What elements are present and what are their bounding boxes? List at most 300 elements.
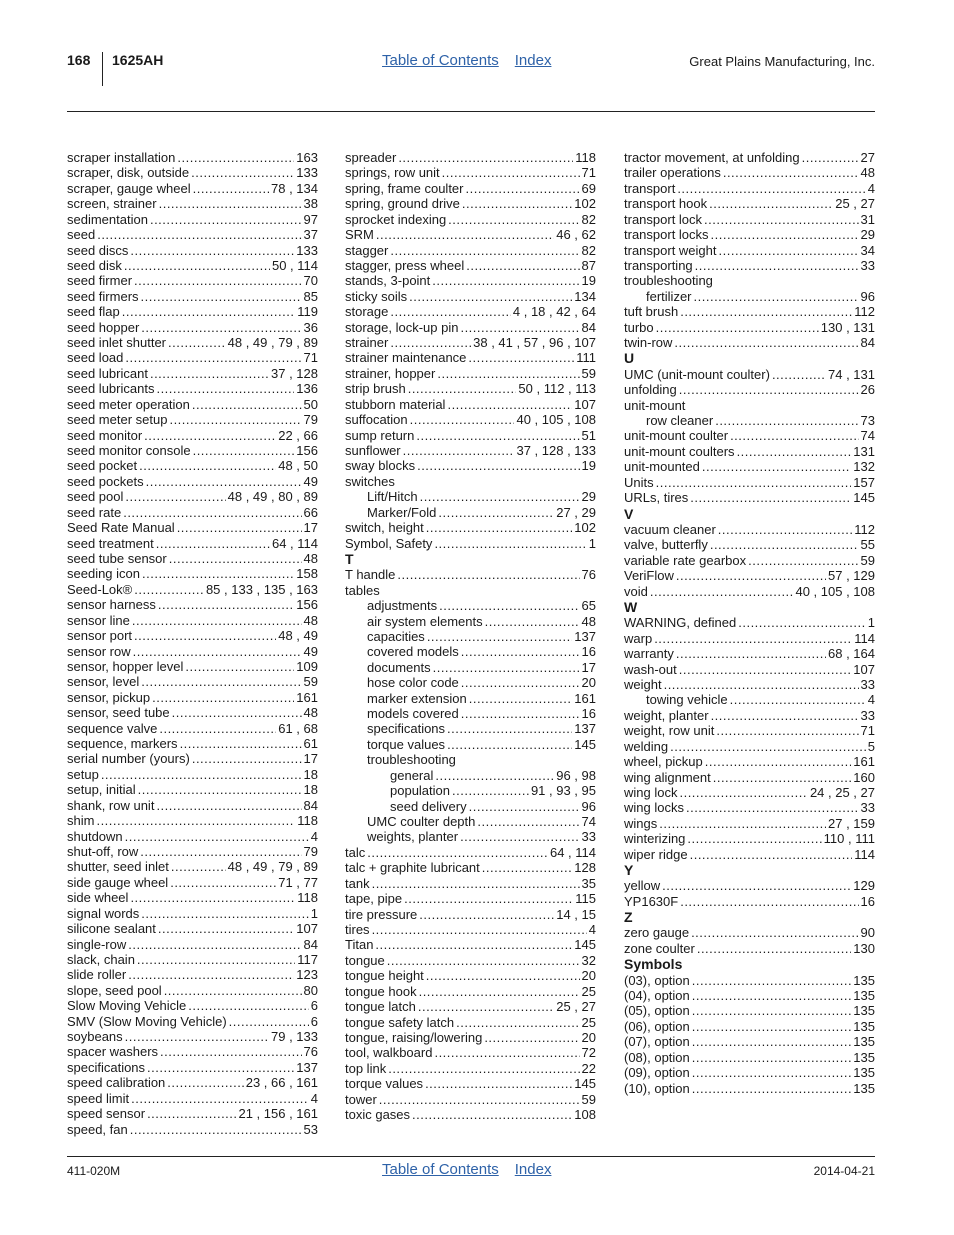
index-entry[interactable] bbox=[624, 475, 875, 490]
index-page-ref[interactable]: 19 bbox=[581, 273, 596, 289]
index-entry[interactable] bbox=[624, 785, 875, 800]
index-page-ref[interactable]: 18 bbox=[303, 782, 318, 798]
index-page-ref[interactable]: 1 bbox=[310, 905, 318, 921]
index-page-ref[interactable]: 157 bbox=[853, 474, 875, 490]
index-page-ref[interactable]: 70 bbox=[303, 273, 318, 289]
index-entry[interactable] bbox=[345, 598, 596, 613]
index-entry[interactable] bbox=[67, 705, 318, 720]
index-entry[interactable] bbox=[67, 983, 318, 998]
index-entry[interactable] bbox=[67, 551, 318, 566]
index-page-ref[interactable]: 158 bbox=[296, 566, 318, 582]
index-page-ref[interactable]: 40 , 105 , 108 bbox=[795, 583, 875, 599]
index-entry[interactable] bbox=[624, 181, 875, 196]
index-entry[interactable] bbox=[624, 320, 875, 335]
index-entry[interactable] bbox=[624, 878, 875, 893]
index-entry[interactable] bbox=[67, 289, 318, 304]
index-page-ref[interactable]: 33 bbox=[860, 676, 875, 692]
index-entry[interactable] bbox=[67, 844, 318, 859]
index-entry[interactable] bbox=[624, 1065, 875, 1080]
index-page-ref[interactable]: 79 bbox=[303, 412, 318, 428]
index-page-ref[interactable]: 5 bbox=[867, 738, 875, 754]
index-entry[interactable] bbox=[345, 1092, 596, 1107]
index-page-ref[interactable]: 90 bbox=[860, 925, 875, 941]
index-page-ref[interactable]: 59 bbox=[581, 1091, 596, 1107]
index-entry[interactable] bbox=[624, 335, 875, 350]
index-entry[interactable] bbox=[624, 196, 875, 211]
index-entry[interactable] bbox=[67, 736, 318, 751]
index-page-ref[interactable]: 71 bbox=[860, 723, 875, 739]
index-page-ref[interactable]: 34 bbox=[860, 242, 875, 258]
index-entry[interactable] bbox=[624, 646, 875, 661]
index-entry[interactable] bbox=[67, 875, 318, 890]
index-page-ref[interactable]: 137 bbox=[574, 628, 596, 644]
index-page-ref[interactable]: 21 , 156 , 161 bbox=[238, 1106, 318, 1122]
index-entry[interactable] bbox=[67, 458, 318, 473]
index-page-ref[interactable]: 111 bbox=[576, 350, 596, 366]
index-page-ref[interactable]: 107 bbox=[853, 661, 875, 677]
index-page-ref[interactable]: 1 bbox=[588, 535, 596, 551]
index-page-ref[interactable]: 114 bbox=[854, 846, 875, 862]
index-page-ref[interactable]: 48 bbox=[581, 613, 596, 629]
index-entry[interactable] bbox=[345, 567, 596, 582]
index-page-ref[interactable]: 97 bbox=[303, 211, 318, 227]
index-entry[interactable] bbox=[345, 258, 596, 273]
index-page-ref[interactable]: 33 bbox=[860, 707, 875, 723]
index-entry[interactable] bbox=[67, 1106, 318, 1121]
index-page-ref[interactable]: 14 , 15 bbox=[556, 906, 596, 922]
index-page-ref[interactable]: 4 , 18 , 42 , 64 bbox=[512, 304, 596, 320]
index-entry[interactable] bbox=[67, 721, 318, 736]
index-entry[interactable] bbox=[345, 304, 596, 319]
index-page-ref[interactable]: 156 bbox=[296, 443, 318, 459]
index-page-ref[interactable]: 22 bbox=[581, 1060, 596, 1076]
index-page-ref[interactable]: 112 bbox=[854, 521, 875, 537]
index-page-ref[interactable]: 48 , 50 bbox=[278, 458, 318, 474]
index-entry[interactable] bbox=[67, 428, 318, 443]
index-entry[interactable] bbox=[624, 1003, 875, 1018]
index-entry[interactable] bbox=[67, 227, 318, 242]
index-entry[interactable] bbox=[624, 615, 875, 630]
index-page-ref[interactable]: 48 bbox=[303, 612, 318, 628]
index-entry[interactable] bbox=[345, 335, 596, 350]
index-page-ref[interactable]: 117 bbox=[297, 951, 318, 967]
index-entry[interactable] bbox=[67, 921, 318, 936]
toc-link[interactable]: Table of Contents bbox=[382, 52, 499, 69]
index-page-ref[interactable]: 64 , 114 bbox=[549, 844, 596, 860]
index-entry[interactable] bbox=[345, 212, 596, 227]
index-entry[interactable] bbox=[67, 952, 318, 967]
index-page-ref[interactable]: 79 bbox=[303, 843, 318, 859]
index-entry[interactable] bbox=[67, 906, 318, 921]
index-page-ref[interactable]: 73 bbox=[860, 413, 875, 429]
index-entry[interactable] bbox=[67, 751, 318, 766]
index-page-ref[interactable]: 23 , 66 , 161 bbox=[245, 1075, 318, 1091]
index-entry[interactable] bbox=[345, 984, 596, 999]
index-page-ref[interactable]: 135 bbox=[853, 972, 875, 988]
index-entry[interactable] bbox=[67, 520, 318, 535]
index-page-ref[interactable]: 48 bbox=[303, 705, 318, 721]
index-page-ref[interactable]: 49 bbox=[303, 473, 318, 489]
index-page-ref[interactable]: 119 bbox=[297, 304, 318, 320]
index-entry[interactable] bbox=[624, 631, 875, 646]
index-page-ref[interactable]: 102 bbox=[574, 196, 596, 212]
index-page-ref[interactable]: 135 bbox=[853, 1003, 875, 1019]
index-page-ref[interactable]: 123 bbox=[296, 967, 318, 983]
index-page-ref[interactable]: 20 bbox=[581, 1029, 596, 1045]
index-page-ref[interactable]: 74 bbox=[860, 428, 875, 444]
index-page-ref[interactable]: 163 bbox=[296, 150, 318, 165]
index-entry[interactable] bbox=[345, 196, 596, 211]
index-page-ref[interactable]: 53 bbox=[303, 1121, 318, 1137]
index-entry[interactable] bbox=[345, 783, 596, 798]
index-page-ref[interactable]: 48 , 49 bbox=[278, 628, 318, 644]
index-entry[interactable] bbox=[67, 813, 318, 828]
index-page-ref[interactable]: 4 bbox=[310, 828, 318, 844]
index-entry[interactable] bbox=[67, 937, 318, 952]
index-page-ref[interactable]: 46 , 62 bbox=[556, 227, 596, 243]
index-page-ref[interactable]: 84 bbox=[860, 335, 875, 351]
index-page-ref[interactable]: 16 bbox=[860, 893, 875, 909]
index-entry[interactable] bbox=[624, 1034, 875, 1049]
index-page-ref[interactable]: 4 bbox=[588, 921, 596, 937]
index-page-ref[interactable]: 48 , 49 , 80 , 89 bbox=[227, 489, 318, 505]
index-entry[interactable] bbox=[345, 1015, 596, 1030]
index-entry[interactable] bbox=[624, 677, 875, 692]
index-link[interactable]: Index bbox=[514, 52, 552, 69]
index-entry[interactable] bbox=[624, 1050, 875, 1065]
index-page-ref[interactable]: 50 bbox=[303, 396, 318, 412]
index-entry[interactable] bbox=[67, 628, 318, 643]
index-page-ref[interactable]: 16 bbox=[581, 644, 596, 660]
index-entry[interactable] bbox=[624, 150, 875, 165]
index-page-ref[interactable]: 115 bbox=[575, 891, 596, 907]
index-entry[interactable] bbox=[67, 967, 318, 982]
index-page-ref[interactable]: 118 bbox=[297, 890, 318, 906]
index-page-ref[interactable]: 76 bbox=[581, 567, 596, 583]
index-entry[interactable] bbox=[345, 644, 596, 659]
index-page-ref[interactable]: 17 bbox=[581, 659, 596, 675]
index-entry[interactable] bbox=[345, 320, 596, 335]
index-entry[interactable] bbox=[67, 320, 318, 335]
index-page-ref[interactable]: 40 , 105 , 108 bbox=[516, 412, 596, 428]
index-entry[interactable] bbox=[624, 289, 875, 304]
index-entry[interactable] bbox=[345, 458, 596, 473]
index-entry[interactable] bbox=[345, 922, 596, 937]
index-page-ref[interactable]: 38 , 41 , 57 , 96 , 107 bbox=[473, 335, 596, 351]
index-entry[interactable] bbox=[624, 444, 875, 459]
index-entry[interactable] bbox=[624, 662, 875, 677]
index-entry[interactable] bbox=[67, 243, 318, 258]
index-entry[interactable] bbox=[345, 1030, 596, 1045]
index-page-ref[interactable]: 84 bbox=[303, 797, 318, 813]
index-page-ref[interactable]: 76 bbox=[303, 1044, 318, 1060]
index-entry[interactable] bbox=[345, 273, 596, 288]
index-page-ref[interactable]: 96 , 98 bbox=[556, 767, 596, 783]
index-entry[interactable] bbox=[345, 629, 596, 644]
index-entry[interactable] bbox=[624, 754, 875, 769]
index-page-ref[interactable]: 160 bbox=[853, 769, 875, 785]
index-entry[interactable] bbox=[345, 428, 596, 443]
index-page-ref[interactable]: 71 , 77 bbox=[278, 874, 318, 890]
index-entry[interactable] bbox=[624, 243, 875, 258]
index-entry[interactable] bbox=[67, 381, 318, 396]
index-page-ref[interactable]: 65 bbox=[581, 598, 596, 614]
index-entry[interactable] bbox=[67, 335, 318, 350]
index-entry[interactable] bbox=[624, 831, 875, 846]
index-entry[interactable] bbox=[345, 999, 596, 1014]
index-entry[interactable] bbox=[67, 798, 318, 813]
index-entry[interactable] bbox=[345, 876, 596, 891]
index-page-ref[interactable]: 85 bbox=[303, 288, 318, 304]
index-entry[interactable] bbox=[345, 768, 596, 783]
index-page-ref[interactable]: 24 , 25 , 27 bbox=[809, 784, 875, 800]
index-page-ref[interactable]: 72 bbox=[581, 1045, 596, 1061]
index-page-ref[interactable]: 145 bbox=[574, 736, 596, 752]
index-page-ref[interactable]: 109 bbox=[296, 658, 318, 674]
index-page-ref[interactable]: 79 , 133 bbox=[271, 1029, 318, 1045]
index-entry[interactable] bbox=[67, 150, 318, 165]
index-entry[interactable] bbox=[624, 1019, 875, 1034]
index-page-ref[interactable]: 48 , 49 , 79 , 89 bbox=[227, 335, 318, 351]
index-page-ref[interactable]: 82 bbox=[581, 211, 596, 227]
footer-index-link[interactable]: Index bbox=[514, 1161, 552, 1178]
index-entry[interactable] bbox=[345, 366, 596, 381]
index-entry[interactable] bbox=[624, 459, 875, 474]
index-entry[interactable] bbox=[624, 925, 875, 940]
index-page-ref[interactable]: 48 bbox=[303, 550, 318, 566]
index-entry[interactable] bbox=[345, 968, 596, 983]
index-page-ref[interactable]: 137 bbox=[574, 721, 596, 737]
index-page-ref[interactable]: 161 bbox=[574, 690, 596, 706]
index-entry[interactable] bbox=[67, 1122, 318, 1137]
index-entry[interactable] bbox=[345, 489, 596, 504]
index-page-ref[interactable]: 136 bbox=[296, 381, 318, 397]
index-entry[interactable] bbox=[345, 814, 596, 829]
index-page-ref[interactable]: 132 bbox=[853, 459, 875, 475]
index-entry[interactable] bbox=[67, 350, 318, 365]
index-page-ref[interactable]: 20 bbox=[581, 968, 596, 984]
index-entry[interactable] bbox=[67, 597, 318, 612]
index-page-ref[interactable]: 4 bbox=[310, 1090, 318, 1106]
index-page-ref[interactable]: 80 bbox=[303, 982, 318, 998]
index-page-ref[interactable]: 131 bbox=[853, 443, 875, 459]
index-page-ref[interactable]: 66 bbox=[303, 504, 318, 520]
index-entry[interactable] bbox=[67, 165, 318, 180]
index-entry[interactable] bbox=[67, 674, 318, 689]
index-page-ref[interactable]: 16 bbox=[581, 706, 596, 722]
index-entry[interactable] bbox=[67, 258, 318, 273]
index-entry[interactable] bbox=[67, 1029, 318, 1044]
index-page-ref[interactable]: 61 , 68 bbox=[278, 720, 318, 736]
index-page-ref[interactable]: 48 bbox=[860, 165, 875, 181]
index-entry[interactable] bbox=[67, 443, 318, 458]
index-entry[interactable] bbox=[345, 675, 596, 690]
index-page-ref[interactable]: 37 , 128 , 133 bbox=[516, 443, 596, 459]
index-entry[interactable] bbox=[624, 941, 875, 956]
index-page-ref[interactable]: 61 bbox=[303, 736, 318, 752]
index-entry[interactable] bbox=[67, 474, 318, 489]
index-entry[interactable] bbox=[345, 799, 596, 814]
index-entry[interactable] bbox=[624, 165, 875, 180]
index-entry[interactable] bbox=[624, 894, 875, 909]
index-entry[interactable] bbox=[345, 150, 596, 165]
index-entry[interactable] bbox=[624, 723, 875, 738]
index-page-ref[interactable]: 17 bbox=[303, 751, 318, 767]
index-entry[interactable] bbox=[67, 273, 318, 288]
index-entry[interactable] bbox=[67, 566, 318, 581]
index-entry[interactable] bbox=[345, 721, 596, 736]
index-entry[interactable] bbox=[624, 973, 875, 988]
index-page-ref[interactable]: 102 bbox=[574, 520, 596, 536]
index-entry[interactable] bbox=[345, 412, 596, 427]
index-entry[interactable] bbox=[624, 739, 875, 754]
index-page-ref[interactable]: 50 , 112 , 113 bbox=[518, 381, 596, 397]
index-page-ref[interactable]: 33 bbox=[860, 257, 875, 273]
index-page-ref[interactable]: 78 , 134 bbox=[271, 180, 318, 196]
index-entry[interactable] bbox=[624, 1081, 875, 1096]
index-entry[interactable] bbox=[67, 782, 318, 797]
index-page-ref[interactable]: 130 , 131 bbox=[820, 319, 875, 335]
index-page-ref[interactable]: 31 bbox=[860, 211, 875, 227]
index-entry[interactable] bbox=[345, 1107, 596, 1122]
index-entry[interactable] bbox=[624, 304, 875, 319]
index-page-ref[interactable]: 129 bbox=[853, 878, 875, 894]
index-entry[interactable] bbox=[345, 227, 596, 242]
index-page-ref[interactable]: 27 bbox=[860, 150, 875, 165]
index-entry[interactable] bbox=[345, 614, 596, 629]
index-page-ref[interactable]: 59 bbox=[860, 552, 875, 568]
index-page-ref[interactable]: 156 bbox=[296, 597, 318, 613]
index-page-ref[interactable]: 96 bbox=[581, 798, 596, 814]
index-page-ref[interactable]: 137 bbox=[296, 1059, 318, 1075]
index-page-ref[interactable]: 25 bbox=[581, 1014, 596, 1030]
index-entry[interactable] bbox=[345, 845, 596, 860]
index-page-ref[interactable]: 19 bbox=[581, 458, 596, 474]
index-entry[interactable] bbox=[345, 1076, 596, 1091]
index-page-ref[interactable]: 55 bbox=[860, 537, 875, 553]
index-entry[interactable] bbox=[624, 428, 875, 443]
index-page-ref[interactable]: 130 bbox=[853, 940, 875, 956]
index-page-ref[interactable]: 118 bbox=[297, 813, 318, 829]
index-page-ref[interactable]: 27 , 159 bbox=[828, 815, 875, 831]
index-entry[interactable] bbox=[345, 891, 596, 906]
index-entry[interactable] bbox=[67, 1044, 318, 1059]
index-entry[interactable] bbox=[345, 1045, 596, 1060]
index-entry[interactable] bbox=[345, 289, 596, 304]
index-page-ref[interactable]: 36 bbox=[303, 319, 318, 335]
index-entry[interactable] bbox=[624, 553, 875, 568]
index-page-ref[interactable]: 74 bbox=[581, 814, 596, 830]
index-entry[interactable] bbox=[67, 304, 318, 319]
index-entry[interactable] bbox=[345, 181, 596, 196]
index-page-ref[interactable]: 87 bbox=[581, 257, 596, 273]
index-page-ref[interactable]: 135 bbox=[853, 1065, 875, 1081]
index-entry[interactable] bbox=[345, 381, 596, 396]
index-page-ref[interactable]: 112 bbox=[854, 304, 875, 320]
index-page-ref[interactable]: 145 bbox=[574, 937, 596, 953]
index-page-ref[interactable]: 71 bbox=[581, 165, 596, 181]
index-entry[interactable] bbox=[67, 397, 318, 412]
index-page-ref[interactable]: 29 bbox=[860, 227, 875, 243]
index-page-ref[interactable]: 84 bbox=[581, 319, 596, 335]
index-entry[interactable] bbox=[624, 413, 875, 428]
index-entry[interactable] bbox=[345, 520, 596, 535]
index-page-ref[interactable]: 25 , 27 bbox=[556, 999, 596, 1015]
index-page-ref[interactable]: 17 bbox=[303, 520, 318, 536]
index-entry[interactable] bbox=[624, 382, 875, 397]
index-page-ref[interactable]: 50 , 114 bbox=[271, 257, 318, 273]
index-page-ref[interactable]: 135 bbox=[853, 1018, 875, 1034]
index-entry[interactable] bbox=[67, 829, 318, 844]
index-page-ref[interactable]: 18 bbox=[303, 766, 318, 782]
index-page-ref[interactable]: 69 bbox=[581, 180, 596, 196]
index-entry[interactable] bbox=[345, 691, 596, 706]
index-entry[interactable] bbox=[624, 227, 875, 242]
index-entry[interactable] bbox=[67, 690, 318, 705]
index-entry[interactable] bbox=[67, 998, 318, 1013]
index-entry[interactable] bbox=[67, 412, 318, 427]
index-page-ref[interactable]: 33 bbox=[581, 829, 596, 845]
index-page-ref[interactable]: 48 , 49 , 79 , 89 bbox=[227, 859, 318, 875]
index-page-ref[interactable]: 32 bbox=[581, 952, 596, 968]
index-page-ref[interactable]: 84 bbox=[303, 936, 318, 952]
index-page-ref[interactable]: 33 bbox=[860, 800, 875, 816]
index-page-ref[interactable]: 128 bbox=[574, 860, 596, 876]
index-page-ref[interactable]: 134 bbox=[574, 288, 596, 304]
index-entry[interactable] bbox=[624, 212, 875, 227]
index-entry[interactable] bbox=[624, 800, 875, 815]
index-page-ref[interactable]: 20 bbox=[581, 675, 596, 691]
index-entry[interactable] bbox=[345, 443, 596, 458]
index-page-ref[interactable]: 74 , 131 bbox=[828, 366, 875, 382]
index-page-ref[interactable]: 118 bbox=[575, 150, 596, 165]
index-entry[interactable] bbox=[345, 737, 596, 752]
index-page-ref[interactable]: 133 bbox=[296, 165, 318, 181]
index-entry[interactable] bbox=[624, 816, 875, 831]
index-page-ref[interactable]: 1 bbox=[867, 615, 875, 631]
index-entry[interactable] bbox=[67, 181, 318, 196]
index-entry[interactable] bbox=[624, 988, 875, 1003]
index-page-ref[interactable]: 29 bbox=[581, 489, 596, 505]
index-entry[interactable] bbox=[624, 258, 875, 273]
index-entry[interactable] bbox=[67, 366, 318, 381]
index-page-ref[interactable]: 37 bbox=[303, 227, 318, 243]
index-entry[interactable] bbox=[345, 243, 596, 258]
index-page-ref[interactable]: 145 bbox=[853, 490, 875, 506]
index-entry[interactable] bbox=[67, 1091, 318, 1106]
index-page-ref[interactable]: 135 bbox=[853, 1049, 875, 1065]
index-entry[interactable] bbox=[624, 692, 875, 707]
index-page-ref[interactable]: 133 bbox=[296, 242, 318, 258]
index-entry[interactable] bbox=[67, 1014, 318, 1029]
index-entry[interactable] bbox=[345, 397, 596, 412]
index-entry[interactable] bbox=[67, 859, 318, 874]
index-page-ref[interactable]: 4 bbox=[867, 180, 875, 196]
index-entry[interactable] bbox=[624, 537, 875, 552]
index-page-ref[interactable]: 25 bbox=[581, 983, 596, 999]
index-entry[interactable] bbox=[67, 1060, 318, 1075]
index-entry[interactable] bbox=[67, 767, 318, 782]
index-entry[interactable] bbox=[67, 890, 318, 905]
index-entry[interactable] bbox=[345, 350, 596, 365]
index-page-ref[interactable]: 35 bbox=[581, 875, 596, 891]
index-entry[interactable] bbox=[67, 644, 318, 659]
index-entry[interactable] bbox=[624, 367, 875, 382]
index-page-ref[interactable]: 108 bbox=[574, 1107, 596, 1123]
index-entry[interactable] bbox=[345, 660, 596, 675]
index-entry[interactable] bbox=[67, 196, 318, 211]
index-page-ref[interactable]: 107 bbox=[574, 396, 596, 412]
